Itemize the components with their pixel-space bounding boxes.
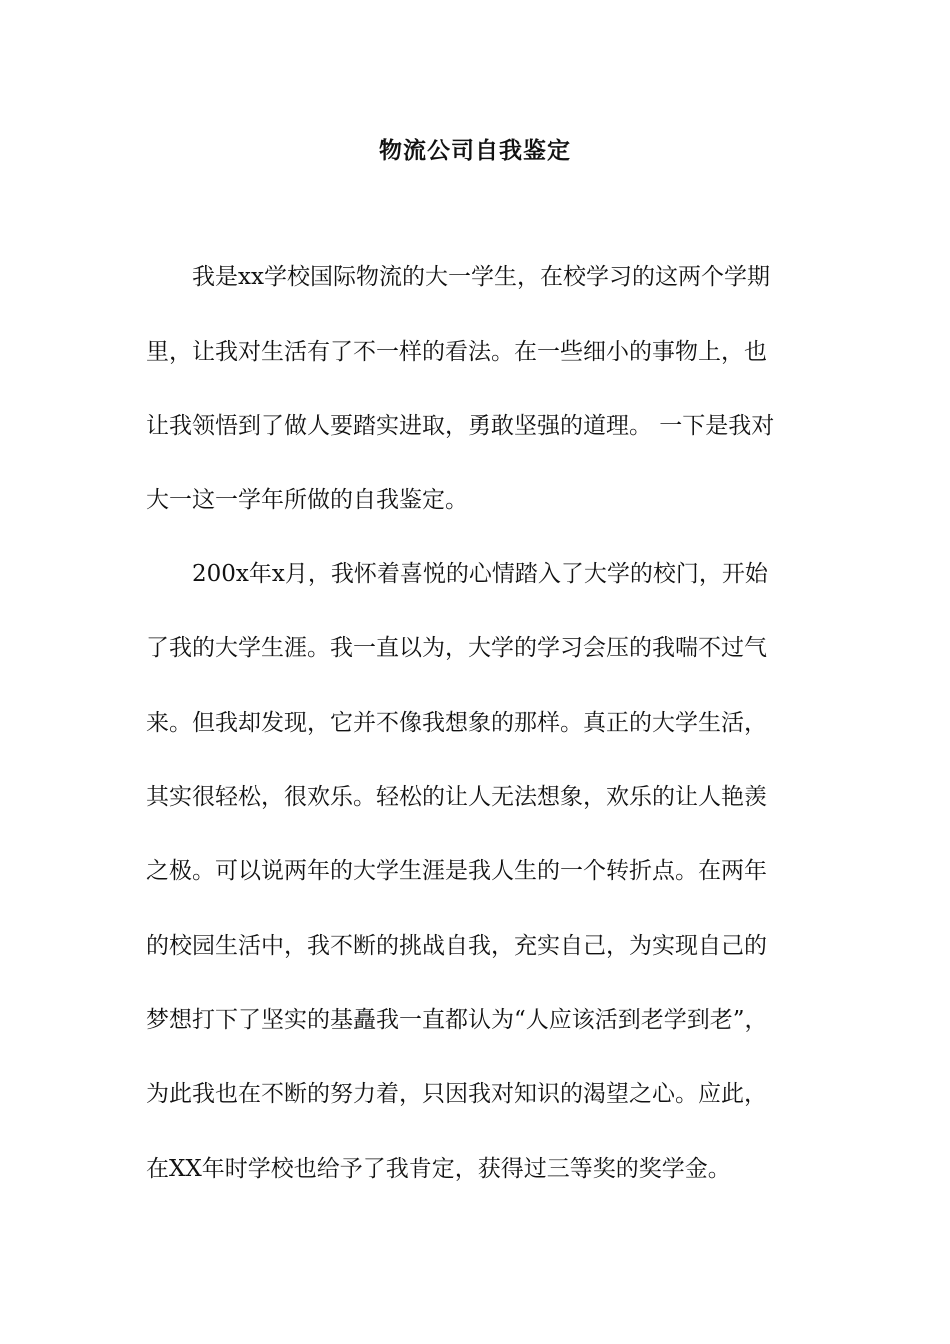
paragraph-line: 在XX年时学校也给予了我肯定，获得过三等奖的奖学金。 bbox=[146, 1156, 731, 1182]
paragraph-line: 为此我也在不断的努力着，只因我对知识的渴望之心。应此， bbox=[146, 1081, 767, 1107]
paragraph-line: 里，让我对生活有了不一样的看法。在一些细小的事物上，也 bbox=[146, 339, 767, 365]
paragraph-line: 其实很轻松，很欢乐。轻松的让人无法想象，欢乐的让人艳羡 bbox=[146, 784, 767, 810]
paragraph-line: 来。但我却发现，它并不像我想象的那样。真正的大学生活， bbox=[146, 710, 767, 736]
paragraph-line: 大一这一学年所做的自我鉴定。 bbox=[146, 487, 468, 513]
paragraph-line: 的校园生活中，我不断的挑战自我，充实自己，为实现自己的 bbox=[146, 933, 767, 959]
paragraph-line: 梦想打下了坚实的基矗我一直都认为“人应该活到老学到老”， bbox=[146, 1007, 768, 1033]
paragraph-line: 我是xx学校国际物流的大一学生，在校学习的这两个学期 bbox=[192, 264, 770, 290]
paragraph-line: 之极。可以说两年的大学生涯是我人生的一个转折点。在两年 bbox=[146, 858, 767, 884]
paragraph-line: 200x年x月，我怀着喜悦的心情踏入了大学的校门，开始 bbox=[192, 561, 768, 587]
paragraph-line: 让我领悟到了做人要踏实进取，勇敢坚强的道理。 一下是我对 bbox=[146, 413, 775, 439]
document-title: 物流公司自我鉴定 bbox=[379, 137, 571, 164]
paragraph-line: 了我的大学生涯。我一直以为，大学的学习会压的我喘不过气 bbox=[146, 635, 767, 661]
